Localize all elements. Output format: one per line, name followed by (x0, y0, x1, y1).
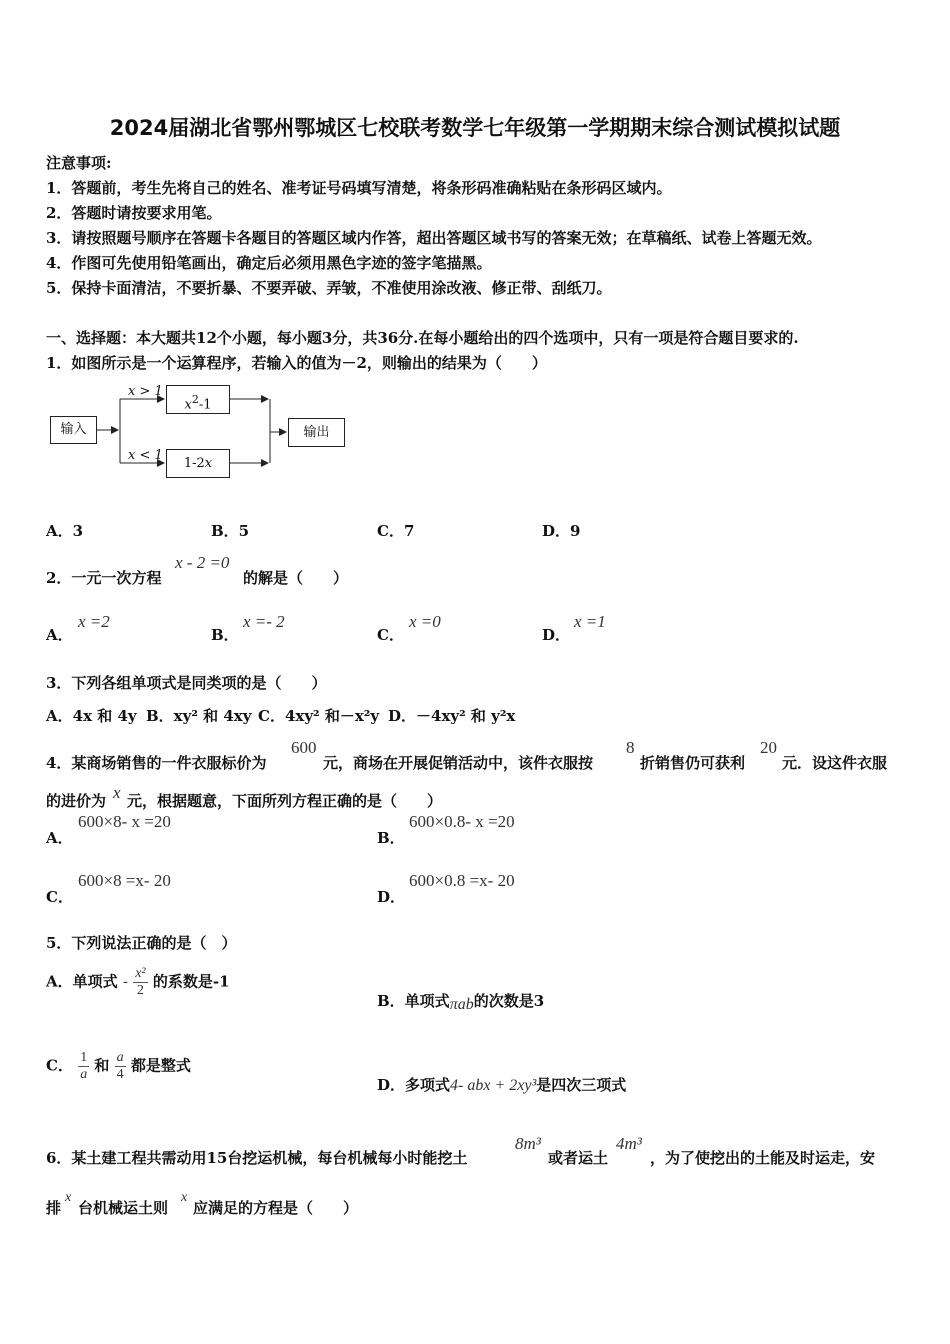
question-4-text-4: 元．设这件衣服 (782, 754, 888, 772)
notice-heading: 注意事项: (46, 154, 112, 172)
q5-option-a[interactable] (46, 966, 230, 999)
question-6-text-4: 排 (46, 1199, 62, 1217)
q5-a-denominator: 2 (136, 983, 144, 998)
question-4-text-5: 的进价为 (46, 792, 107, 810)
question-4-text: 4．某商场销售的一件衣服标价为 (46, 754, 267, 772)
flow-expr-bottom-const: 1-2 (183, 456, 205, 471)
question-4-text-2: 元，商场在开展促销活动中，该件衣服按 (323, 754, 594, 772)
q5-d-label: D．多项式 (377, 1076, 451, 1094)
flow-output-box: 输出 (288, 418, 345, 447)
q4-option-d-label[interactable]: D． (377, 888, 406, 906)
q1-option-b[interactable]: B．5 (211, 522, 250, 540)
q4-variable: x (113, 783, 121, 802)
flow-condition-top: x > 1 (128, 384, 163, 399)
q6-dig-amount: 8m³ (515, 1134, 541, 1153)
question-5-text: 5．下列说法正确的是（ ） (46, 934, 237, 952)
question-6-text-2: 或者运土 (548, 1149, 609, 1167)
q3-option-b[interactable]: B．xy² 和 4xy (146, 707, 252, 725)
q5-c-fraction-1 (78, 1050, 89, 1083)
question-4-text-3: 折销售仍可获利 (640, 754, 746, 772)
flow-expr-top-exp: 2 (191, 393, 199, 406)
q2-option-c[interactable]: x =0 (409, 612, 441, 631)
q4-discount: 8 (626, 738, 635, 757)
q2-option-d[interactable]: x =1 (574, 612, 606, 631)
q3-option-d[interactable]: D．－4xy² 和 y²x (388, 707, 516, 725)
q3-option-c[interactable]: C．4xy² 和－x²y (258, 707, 380, 725)
q1-option-d[interactable]: D．9 (542, 522, 581, 540)
flow-expr-top-box (166, 385, 230, 414)
flow-expr-bottom-var: x (204, 456, 213, 471)
q5-c-denominator-2: 4 (116, 1067, 124, 1082)
q5-option-c[interactable] (46, 1050, 191, 1083)
q5-a-fraction (133, 966, 147, 999)
q5-c-fraction-2 (115, 1050, 126, 1083)
notice-item: 5．保持卡面清洁，不要折暴、不要弄破、弄皱，不准使用涂改液、修正带、刮纸刀。 (46, 279, 612, 297)
q2-option-c-label[interactable]: C． (377, 626, 404, 644)
q4-option-b-label[interactable]: B． (377, 829, 405, 847)
q5-option-d[interactable] (377, 1074, 626, 1095)
q4-option-b[interactable]: 600×0.8- x =20 (409, 812, 515, 831)
flow-expr-top-var: x (184, 397, 192, 413)
q4-option-c[interactable]: 600×8 =x- 20 (78, 871, 171, 890)
q2-option-d-label[interactable]: D． (542, 626, 571, 644)
question-6-text: 6．某土建工程共需动用15台挖运机械，每台机械每小时能挖土 (46, 1149, 468, 1167)
q6-transport-amount: 4m³ (616, 1134, 642, 1153)
q2-option-a[interactable]: x =2 (78, 612, 110, 631)
q4-option-c-label[interactable]: C． (46, 888, 73, 906)
notice-item: 2．答题时请按要求用笔。 (46, 204, 222, 222)
notice-item: 4．作图可先使用铅笔画出，确定后必须用黑色字迹的签字笔描黑。 (46, 254, 492, 272)
q5-a-label: A．单项式 (46, 972, 118, 991)
q5-c-tail: 都是整式 (130, 1056, 191, 1075)
notice-item: 1．答题前，考生先将自己的姓名、准考证号码填写清楚，将条形码准确粘贴在条形码区域内。 (46, 179, 672, 197)
q5-c-numerator-1: 1 (80, 1050, 88, 1065)
question-1-text: 1．如图所示是一个运算程序，若输入的值为－2，则输出的结果为（ ） (46, 354, 547, 372)
q2-option-b-label[interactable]: B． (211, 626, 239, 644)
q4-option-a[interactable]: 600×8- x =20 (78, 812, 171, 831)
q4-option-a-label[interactable]: A． (46, 829, 73, 847)
q5-a-numerator: x² (135, 966, 146, 981)
q2-equation: x - 2 =0 (175, 553, 230, 572)
question-2-text-tail: 的解是（ ） (243, 569, 349, 587)
question-6-text-6: 应满足的方程是（ ） (193, 1199, 359, 1217)
q4-profit: 20 (760, 738, 777, 757)
q5-b-label: B．单项式 (377, 992, 450, 1010)
flow-condition-bottom: x < 1 (128, 448, 163, 463)
q5-a-tail: 的系数是-1 (152, 972, 230, 991)
flowchart (46, 380, 356, 490)
q5-b-tail: 的次数是3 (473, 992, 545, 1010)
q5-d-expr: 4- abx + 2xy³ (450, 1077, 537, 1094)
question-4-text-6: 元，根据题意，下面所列方程正确的是（ ） (127, 792, 443, 810)
q4-option-d[interactable]: 600×0.8 =x- 20 (409, 871, 515, 890)
question-3-text: 3．下列各组单项式是同类项的是（ ） (46, 674, 327, 692)
question-6-text-5: 台机械运土则 (78, 1199, 169, 1217)
notice-item: 3．请按照题号顺序在答题卡各题目的答题区域内作答，超出答题区域书写的答案无效；在草稿纸、试卷上答题无效。 (46, 229, 822, 247)
flow-expr-top-rest: -1 (198, 397, 212, 413)
q1-option-a[interactable]: A．3 (46, 522, 84, 540)
question-2-text: 2．一元一次方程 (46, 569, 162, 587)
q5-c-and: 和 (94, 1056, 110, 1075)
q5-option-b[interactable] (377, 990, 544, 1011)
q2-option-a-label[interactable]: A． (46, 626, 73, 644)
q5-c-numerator-2: a (116, 1050, 124, 1065)
q6-variable-1: x (65, 1190, 72, 1205)
q4-price: 600 (291, 738, 317, 757)
q5-c-label: C． (46, 1056, 73, 1075)
q5-c-denominator-1: a (80, 1067, 88, 1082)
page-title: 2024届湖北省鄂州鄂城区七校联考数学七年级第一学期期末综合测试模拟试题 (109, 116, 841, 140)
q5-a-minus: - (122, 972, 128, 991)
q5-d-tail: 是四次三项式 (536, 1076, 627, 1094)
q1-option-c[interactable]: C．7 (377, 522, 415, 540)
q6-variable-2: x (181, 1190, 188, 1205)
question-6-text-3: ，为了使挖出的土能及时运走，安 (650, 1149, 876, 1167)
flow-expr-bottom-box (166, 449, 230, 478)
q2-option-b[interactable]: x =- 2 (243, 612, 285, 631)
q5-b-expr: πab (449, 996, 474, 1013)
section-heading: 一、选择题：本大题共12个小题，每小题3分，共36分.在每小题给出的四个选项中，只有一项是符合题目要求的. (46, 329, 799, 347)
q3-option-a[interactable]: A．4x 和 4y (46, 707, 137, 725)
flow-input-box: 输入 (50, 416, 97, 444)
